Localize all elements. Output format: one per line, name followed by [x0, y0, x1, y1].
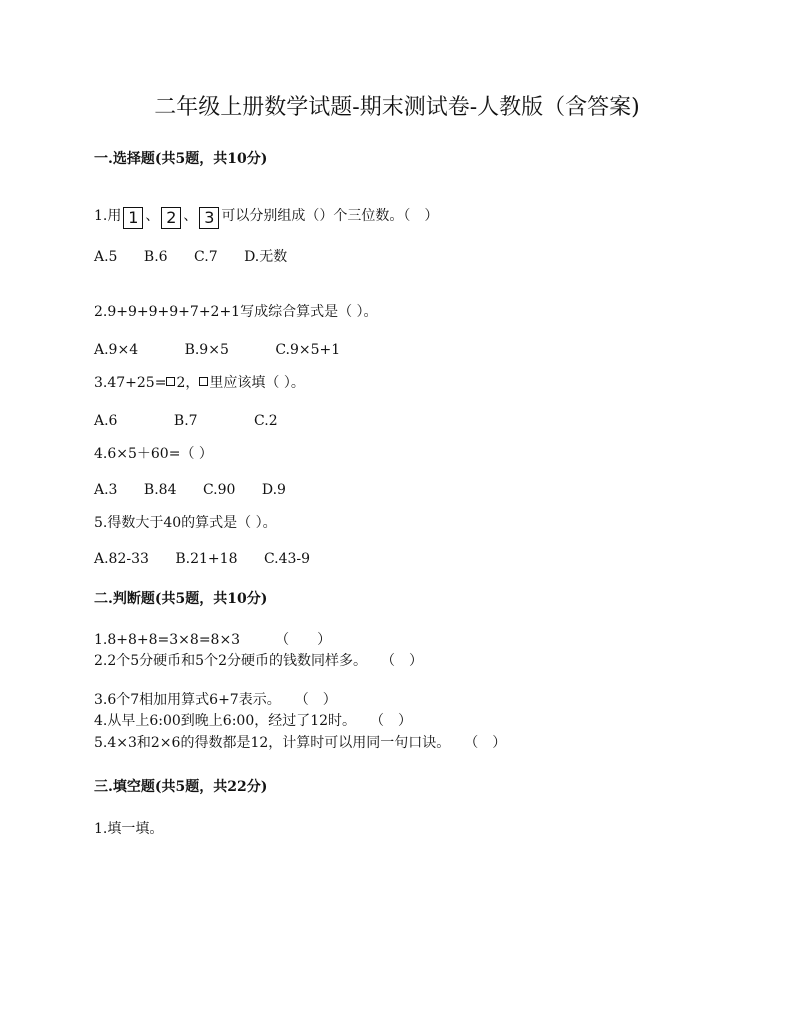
option-c: C.90: [202, 482, 236, 498]
section-heading-judge: 二.判断题(共5题，共10分): [94, 591, 268, 607]
question-2: 2.9+9+9+9+7+2+1写成综合算式是（ ）。: [94, 304, 378, 320]
q3-suffix-2: 里应该填（ ）。: [209, 375, 305, 391]
q4-options: [94, 481, 308, 499]
digit-card-1: 1: [123, 207, 143, 229]
judge-1: 1.8+8+8=3×8=8×3 （ ）: [94, 632, 332, 648]
section-heading-choice: 一.选择题(共5题，共10分): [94, 151, 268, 167]
q3-options: [94, 412, 300, 430]
option-c: C.7: [194, 249, 218, 265]
option-b: B.6: [143, 249, 168, 265]
judge-2: 2.2个5分硬币和5个2分硬币的钱数同样多。 （ ）: [94, 653, 423, 669]
q5-options: [94, 550, 332, 568]
page-title: 二年级上册数学试题-期末测试卷-人教版（含答案): [154, 95, 640, 120]
question-3: [94, 374, 305, 392]
digit-card-3: 3: [199, 207, 219, 229]
fill-1: 1.填一填。: [94, 821, 164, 837]
option-c: C.2: [254, 413, 278, 429]
judge-3: 3.6个7相加用算式6+7表示。 （ ）: [94, 692, 337, 708]
option-a: A.5: [94, 249, 118, 265]
judge-5: 5.4×3和2×6的得数都是12，计算时可以用同一句口诀。 （ ）: [94, 735, 507, 751]
section-heading-fill: 三.填空题(共5题，共22分): [94, 779, 268, 795]
judge-4: 4.从早上6:00到晚上6:00，经过了12时。 （ ）: [94, 713, 413, 729]
q1-options: [94, 248, 309, 266]
q2-options: [94, 341, 362, 359]
q1-sep-1: 、: [145, 208, 160, 224]
option-a: A.3: [94, 482, 118, 498]
question-4: 4.6×5＋60=（ ）: [94, 446, 213, 462]
q1-sep-2: 、: [183, 208, 198, 224]
digit-card-2: 2: [161, 207, 181, 229]
blank-box-icon: [166, 377, 175, 386]
option-b: B.84: [143, 482, 177, 498]
option-d: D.无数: [244, 249, 288, 265]
option-b: B.7: [173, 413, 198, 429]
option-a: A.82-33: [94, 551, 149, 567]
option-c: C.43-9: [263, 551, 311, 567]
option-a: A.9×4: [94, 342, 139, 358]
q3-prefix: 3.47+25=: [94, 375, 167, 391]
question-1: [94, 207, 438, 229]
q1-prefix: 1.用: [94, 208, 122, 224]
q3-suffix: 2，: [176, 375, 200, 391]
option-b: B.21+18: [175, 551, 238, 567]
question-5: 5.得数大于40的算式是（ ）。: [94, 515, 277, 531]
option-a: A.6: [94, 413, 118, 429]
blank-box-icon: [199, 377, 208, 386]
option-b: B.9×5: [184, 342, 229, 358]
q1-suffix: 可以分别组成（）个三位数。（ ）: [221, 208, 439, 224]
option-c: C.9×5+1: [275, 342, 341, 358]
option-d: D.9: [261, 482, 286, 498]
